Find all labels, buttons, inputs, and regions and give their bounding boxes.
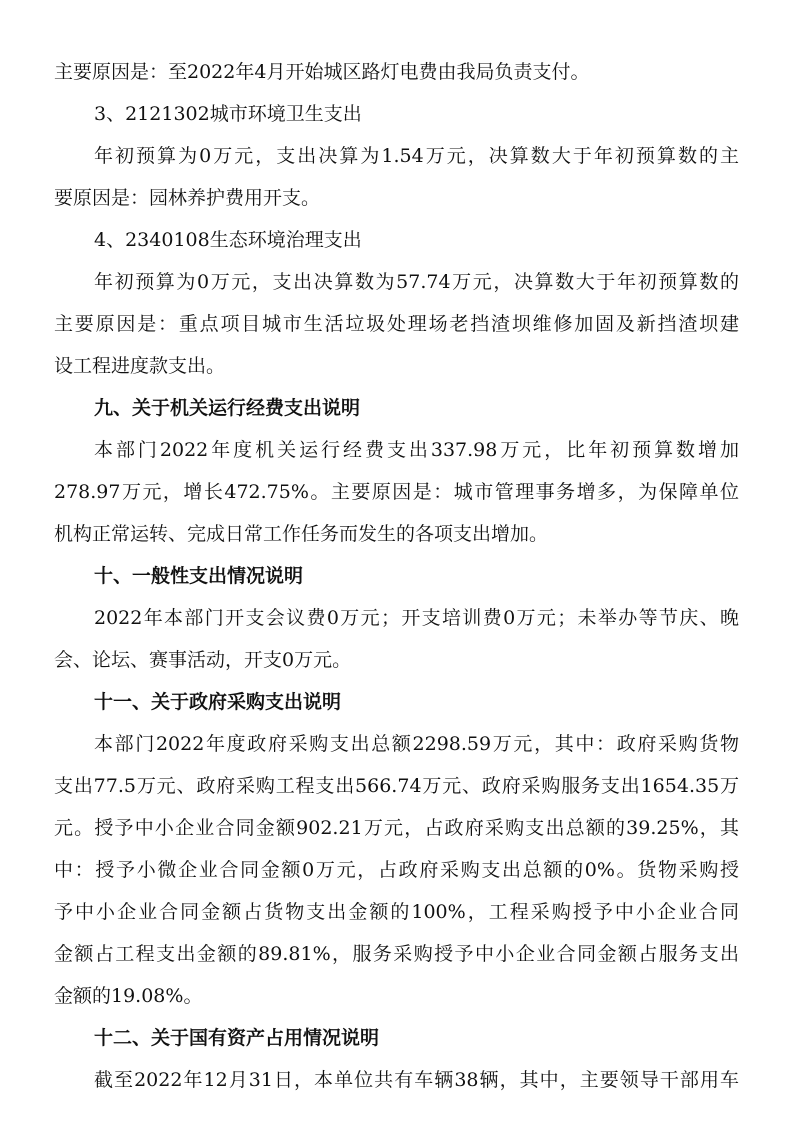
paragraph-line: 本部门2022年度机关运行经费支出337.98万元，比年初预算数增加 bbox=[94, 439, 739, 461]
subsection-heading: 3、2121302城市环境卫生支出 bbox=[94, 103, 362, 125]
paragraph-line: 截至2022年12月31日，本单位共有车辆38辆，其中，主要领导干部用车 bbox=[94, 1069, 739, 1091]
paragraph-line: 年初预算为0万元，支出决算数为57.74万元，决算数大于年初预算数的 bbox=[94, 271, 739, 293]
paragraph-line: 主要原因是：重点项目城市生活垃圾处理场老挡渣坝维修加固及新挡渣坝建 bbox=[54, 313, 739, 335]
paragraph-line: 机构正常运转、完成日常工作任务而发生的各项支出增加。 bbox=[54, 523, 549, 545]
section-heading: 九、关于机关运行经费支出说明 bbox=[94, 397, 361, 419]
paragraph-line: 设工程进度款支出。 bbox=[54, 355, 226, 377]
paragraph-line: 支出77.5万元、政府采购工程支出566.74万元、政府采购服务支出1654.35万 bbox=[54, 775, 739, 797]
subsection-heading: 4、2340108生态环境治理支出 bbox=[94, 229, 362, 251]
paragraph-line: 278.97万元，增长472.75%。主要原因是：城市管理事务增多，为保障单位 bbox=[54, 481, 739, 503]
paragraph-line: 中：授予小微企业合同金额0万元，占政府采购支出总额的0%。货物采购授 bbox=[54, 859, 739, 881]
paragraph-line: 年初预算为0万元，支出决算为1.54万元，决算数大于年初预算数的主 bbox=[94, 145, 739, 167]
paragraph-line: 本部门2022年度政府采购支出总额2298.59万元，其中：政府采购货物 bbox=[94, 733, 739, 755]
section-heading: 十、一般性支出情况说明 bbox=[94, 565, 304, 587]
paragraph-line: 要原因是：园林养护费用开支。 bbox=[54, 187, 321, 209]
paragraph-line: 金额占工程支出金额的89.81%，服务采购授予中小企业合同金额占服务支出 bbox=[54, 943, 739, 965]
section-heading: 十二、关于国有资产占用情况说明 bbox=[94, 1027, 380, 1049]
paragraph-line: 2022年本部门开支会议费0万元；开支培训费0万元；未举办等节庆、晚 bbox=[94, 607, 739, 629]
paragraph-line: 予中小企业合同金额占货物支出金额的100%，工程采购授予中小企业合同 bbox=[54, 901, 739, 923]
paragraph-line: 主要原因是：至2022年4月开始城区路灯电费由我局负责支付。 bbox=[54, 61, 590, 83]
paragraph-line: 元。授予中小企业合同金额902.21万元，占政府采购支出总额的39.25%，其 bbox=[54, 817, 739, 839]
paragraph-line: 会、论坛、赛事活动，开支0万元。 bbox=[54, 649, 352, 671]
section-heading: 十一、关于政府采购支出说明 bbox=[94, 691, 342, 713]
paragraph-line: 金额的19.08%。 bbox=[54, 985, 203, 1007]
